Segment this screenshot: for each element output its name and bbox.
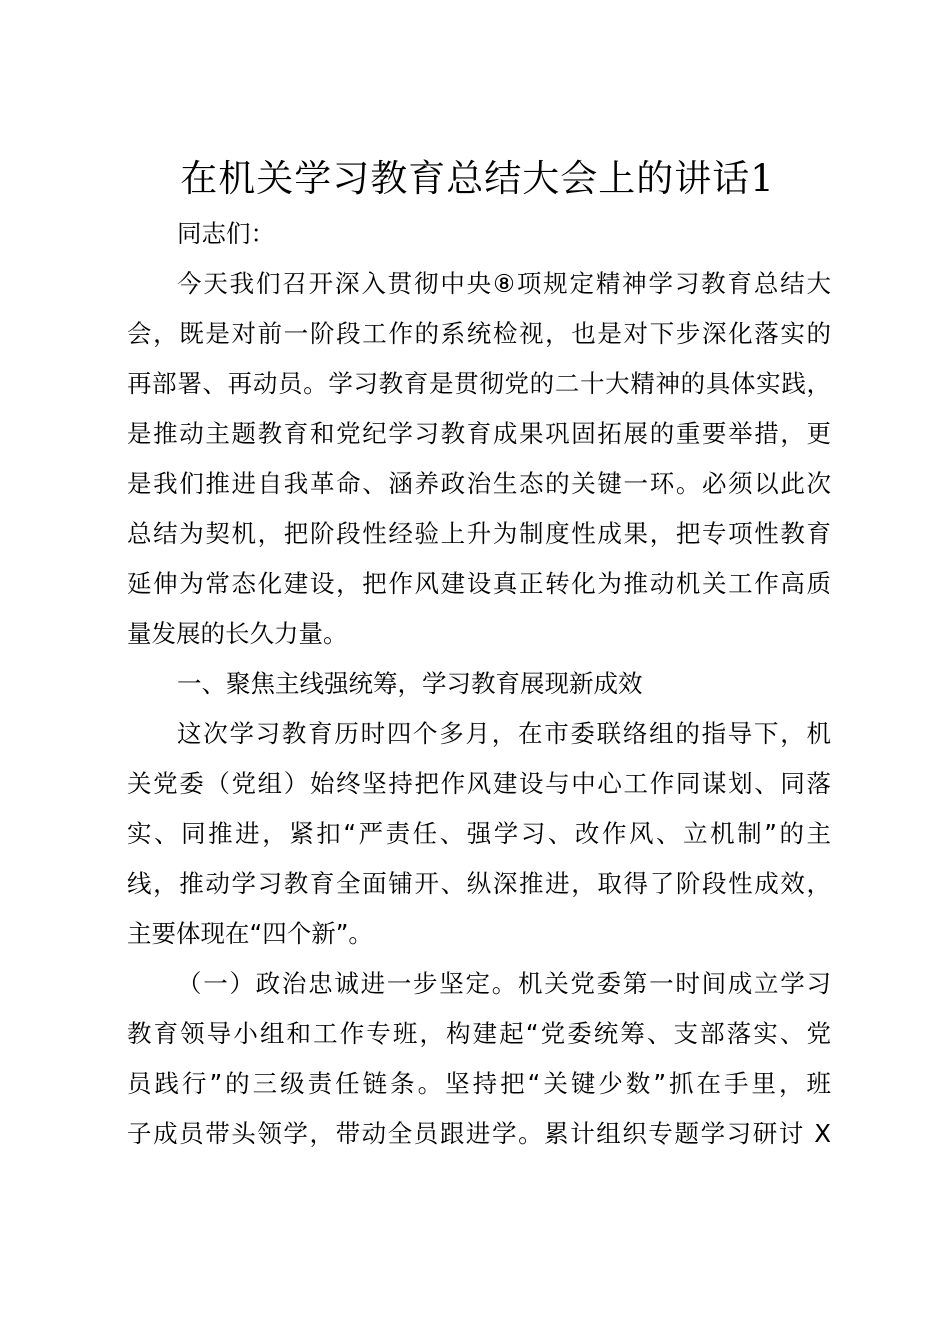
text-line: （一）政治忠诚进一步坚定。机关党委第一时间成立学习 (177, 969, 831, 998)
paragraph (127, 959, 831, 1159)
text-line: 是推动主题教育和党纪学习教育成果巩固拓展的重要举措，更 (127, 419, 831, 448)
text-line: 同志们： (177, 219, 275, 248)
text-line: 总结为契机，把阶段性经验上升为制度性成果，把专项性教育 (127, 519, 831, 548)
text-line: 主要体现在“四个新”。 (127, 919, 373, 948)
text-line: 这次学习教育历时四个多月，在市委联络组的指导下，机 (177, 719, 831, 748)
section-heading (127, 659, 831, 709)
document-title: 在机关学习教育总结大会上的讲话1 (180, 157, 775, 200)
text-line: 再部署、再动员。学习教育是贯彻党的二十大精神的具体实践， (127, 369, 831, 398)
paragraph (127, 259, 831, 659)
text-line: 员践行”的三级责任链条。坚持把“关键少数”抓在手里，班 (127, 1069, 831, 1098)
text-line: 是我们推进自我革命、涵养政治生态的关键一环。必须以此次 (127, 469, 831, 498)
text-line: 会，既是对前一阶段工作的系统检视，也是对下步深化落实的 (127, 319, 831, 348)
text-line: 线，推动学习教育全面铺开、纵深推进，取得了阶段性成效， (127, 869, 831, 898)
text-line: 今天我们召开深入贯彻中央⑧项规定精神学习教育总结大 (177, 269, 831, 298)
text-line: 量发展的长久力量。 (127, 619, 348, 648)
text-line: 延伸为常态化建设，把作风建设真正转化为推动机关工作高质 (127, 569, 831, 598)
salutation (127, 209, 831, 259)
paragraph (127, 709, 831, 959)
text-line: 关党委（党组）始终坚持把作风建设与中心工作同谋划、同落 (127, 769, 831, 798)
text-line: 教育领导小组和工作专班，构建起“党委统筹、支部落实、党 (127, 1019, 831, 1048)
text-line: 子成员带头领学，带动全员跟进学。累计组织专题学习研讨 X (127, 1119, 831, 1148)
text-line: 实、同推进，紧扣“严责任、强学习、改作风、立机制”的主 (127, 819, 831, 848)
text-line: 一、聚焦主线强统筹，学习教育展现新成效 (177, 669, 643, 698)
document-body (127, 209, 831, 1159)
